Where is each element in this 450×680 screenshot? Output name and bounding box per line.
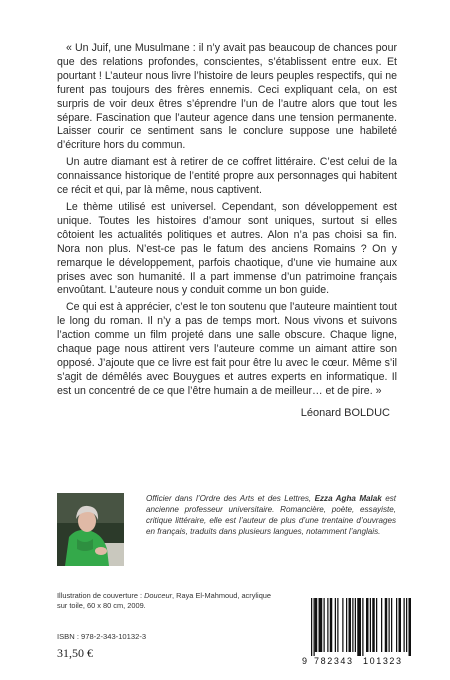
- barcode-bar: [319, 598, 323, 652]
- barcode-bar: [385, 598, 388, 652]
- quote-paragraph: « Un Juif, une Musulmane : il n’y avait pas beaucoup de chances pour que des relations profondes, conscientes, s’établissent entre eux. Et pourtant ! L’auteur nous livre l’histoire de leurs peuples respectifs, qui ne furent pas toujours des frères ennemis. Ceci expliquant cela, on est surpris de voir deux êtres s’éprendre l’un de l’autre alors que tout les sépare. Fascination que l’auteur agence dans une tension permanente. Laisser courir ce sentiment sans le conclure suppose une habileté d’écriture hors du commun.: [57, 42, 397, 152]
- credit-prefix: Illustration de couverture :: [57, 591, 145, 600]
- cover-illustration-credit: [57, 591, 277, 611]
- review-signature: Léonard BOLDUC: [300, 407, 390, 419]
- barcode-bar: [391, 598, 392, 652]
- barcode-bar: [349, 598, 352, 652]
- barcode-left-digits: 782343: [314, 656, 354, 666]
- barcode-bar: [399, 598, 402, 652]
- barcode-bar: [327, 598, 328, 652]
- barcode-bar: [406, 598, 407, 652]
- barcode-bar: [330, 598, 333, 652]
- barcode-bar: [404, 598, 405, 652]
- barcode-bar: [314, 598, 315, 656]
- quote-paragraph: Un autre diamant est à retirer de ce coffret littéraire. C’est celui de la connaissance historique de l’entité propre aux personnages qui habitent ce récit et qui, par là même, nous captivent.: [57, 156, 397, 197]
- barcode-bar: [396, 598, 397, 652]
- barcode-bar: [355, 598, 356, 652]
- isbn-barcode: [300, 596, 418, 666]
- barcode-bar: [389, 598, 390, 652]
- barcode-bar: [376, 598, 377, 652]
- barcode-bar: [357, 598, 361, 656]
- author-bio: [146, 494, 396, 538]
- barcode-bar: [346, 598, 347, 652]
- barcode-bar: [352, 598, 353, 652]
- barcode-lead-digit: 9: [302, 656, 308, 666]
- bio-details: est ancienne professeur universitaire. Romancière, poète, essayiste, critique littéraire, elle est l’auteur de plus d’une trentaine d’ouvrages en français, traduits dans plusieurs langues, notamment l’anglais.: [146, 494, 397, 536]
- barcode-bar: [409, 598, 412, 656]
- bio-intro: Officier dans l’Ordre des Arts et des Lettres,: [146, 494, 315, 503]
- barcode-image: [300, 596, 418, 666]
- barcode-bar: [337, 598, 338, 652]
- barcode-bar: [342, 598, 343, 652]
- barcode-bar: [370, 598, 371, 652]
- barcode-bar: [372, 598, 375, 652]
- barcode-bar: [311, 598, 312, 656]
- quote-paragraph: Le thème utilisé est universel. Cependant, son développement est unique. Toutes les histoires d’amour sont uniques, surtout si elles côtoient les actualités politiques et autres. Alon n’a pas choisi sa fin. Nora non plus. N’est-ce pas le fatum des anciens Romains ? On y remarque le développement, parfois chaotique, d’une vie humaine aux prises avec son humanité. Il a part immense d’un patrimoine français envoûtant. L’auteure nous y conduit comme un bon guide.: [57, 200, 397, 297]
- quote-paragraph: Ce qui est à apprécier, c’est le ton soutenu que l’auteure maintient tout le long du roman. Il n’y a pas de temps mort. Nous vivons et suivons l’action comme un film projeté dans une salle obscure. Chaque ligne, chaque page nous attirent vers l’auteure comme un aimant attire son opposé. J’ajoute que ce livre est fait pour être lu avec le cœur. Même s’il s’agit de démêlés avec Bouygues et autres experts en informatique. Il est un concentré de ce que l’être humain a de meilleur… et de pire. »: [57, 301, 397, 397]
- barcode-bar: [324, 598, 325, 652]
- barcode-bar: [335, 598, 336, 652]
- barcode-bar: [315, 598, 318, 652]
- author-portrait-image: [57, 493, 124, 566]
- barcode-right-digits: 101323: [363, 656, 403, 666]
- credit-title: Douceur: [144, 591, 173, 600]
- isbn-label: ISBN : 978-2-343-10132-3: [57, 632, 147, 641]
- barcode-bar: [381, 598, 382, 652]
- review-quote: [57, 42, 397, 402]
- author-name: Ezza Agha Malak: [314, 494, 382, 503]
- barcode-bar: [366, 598, 369, 652]
- barcode-bar: [362, 598, 363, 656]
- credit-suffix: , Raya El-Mahmoud, acrylique sur toile, 60 x 80 cm, 2009.: [57, 591, 272, 611]
- author-photo: [57, 493, 124, 566]
- price-label: 31,50 €: [57, 646, 93, 660]
